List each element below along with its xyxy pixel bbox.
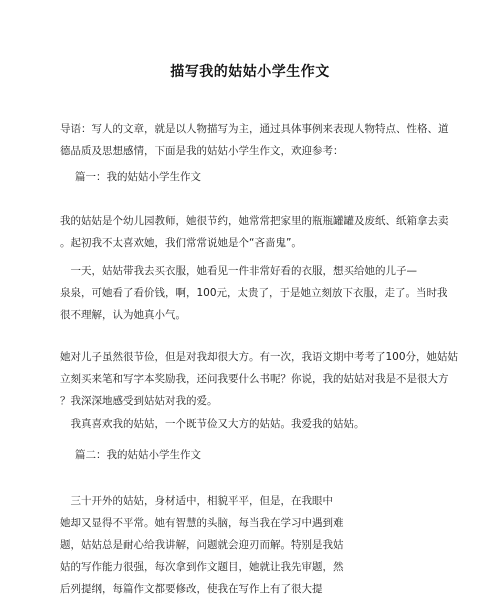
body-paragraph [60, 260, 448, 326]
intro-line: 德品质及思想感情，下面是我的姑姑小学生作文，欢迎参考： [60, 145, 344, 157]
paragraph-line: 姑的写作能力很强，每次拿到作文题目，她就让我先审题，然 [60, 561, 344, 573]
paragraph-line: 。起初我不太喜欢她，我们常常说她是个“吝啬鬼”。 [60, 237, 302, 249]
paragraph-line: 我真喜欢我的姑姑，一个既节俭又大方的姑姑。我爱我的姑姑。 [60, 418, 365, 430]
intro-paragraph [60, 118, 449, 162]
paragraph-line: 一天，姑姑带我去买衣服，她看见一件非常好看的衣服，想买给她的儿子— [60, 265, 417, 277]
paragraph-line: 题，姑姑总是耐心给我讲解，问题就会迎刃而解。特别是我姑 [60, 539, 344, 551]
section-two-heading: 篇二：我的姑姑小学生作文 [75, 449, 201, 461]
paragraph-line: 很不理解，认为她真小气。 [60, 309, 186, 321]
paragraph-line: 三十开外的姑姑，身材适中，相貌平平，但是，在我眼中 [60, 495, 333, 507]
body-paragraph [60, 490, 440, 600]
paragraph-line: 后列提纲，每篇作文都要修改，使我在写作上有了很大提 [60, 583, 323, 595]
paragraph-line: 泉泉，可她看了看价钱，啊，100元，太贵了，于是她立刻放下衣服，走了。当时我 [60, 287, 448, 299]
paragraph-line: 立刻买来笔和写字本奖励我，还问我要什么书呢？你说，我的姑姑对我是不是很大方 [60, 373, 449, 385]
paragraph-line: 她却又显得不平常。她有智慧的头脑，每当我在学习中遇到难 [60, 517, 344, 529]
body-paragraph [60, 413, 440, 435]
paragraph-line: 我的姑姑是个幼儿园教师，她很节约，她常常把家里的瓶瓶罐罐及废纸、纸箱拿去卖 [60, 215, 449, 227]
section-one-heading: 篇一：我的姑姑小学生作文 [75, 171, 201, 183]
document-title: 描写我的姑姑小学生作文 [170, 64, 330, 80]
intro-line: 导语：写人的文章，就是以人物描写为主，通过具体事例来表现人物特点、性格、道 [60, 123, 449, 135]
body-paragraph [60, 346, 459, 412]
body-paragraph [60, 210, 449, 254]
paragraph-line: ？我深深地感受到姑姑对我的爱。 [60, 395, 218, 407]
paragraph-line: 她对儿子虽然很节俭，但是对我却很大方。有一次，我语文期中考考了100分，她姑姑 [60, 351, 459, 363]
